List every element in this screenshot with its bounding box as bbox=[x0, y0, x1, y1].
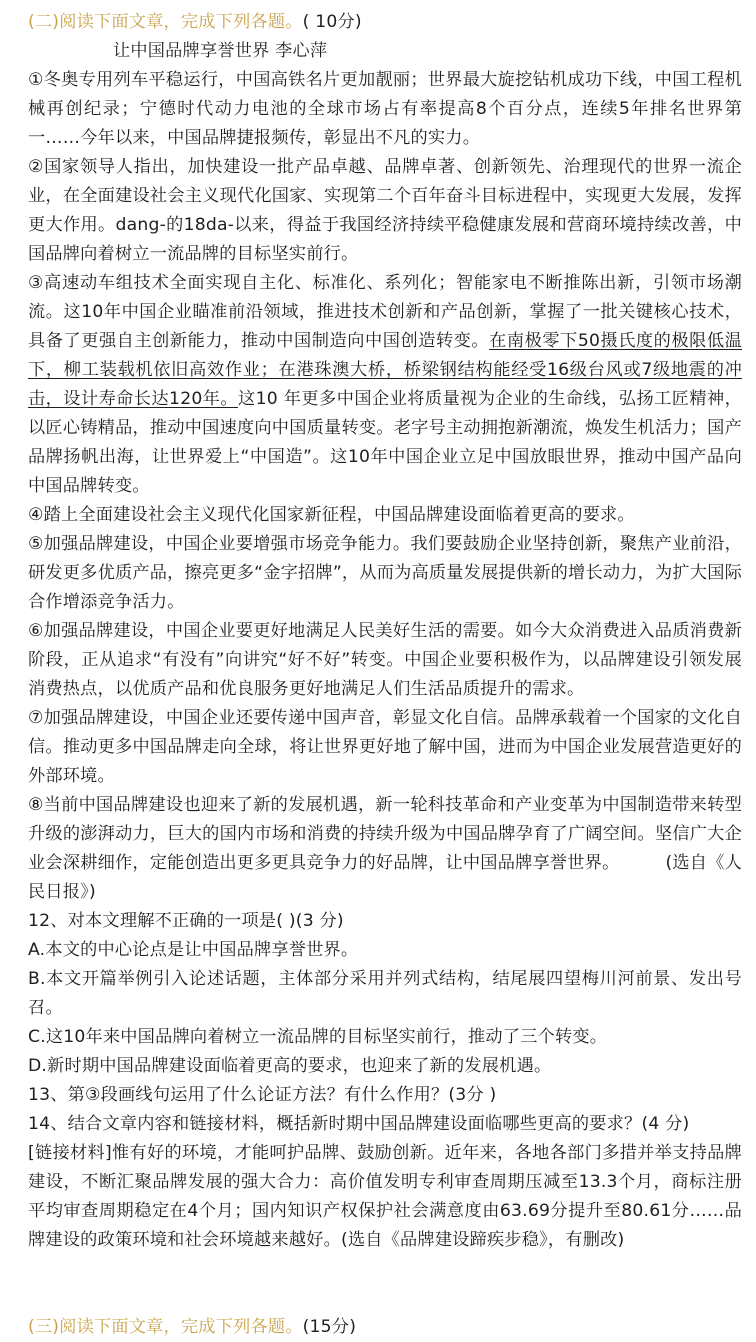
question-12-option-d: D.新时期中国品牌建设面临着更高的要求，也迎来了新的发展机遇。 bbox=[28, 1056, 552, 1076]
paragraph-3 bbox=[28, 269, 742, 501]
paragraph-1: ①冬奥专用列车平稳运行，中国高铁名片更加靓丽；世界最大旋挖钻机成功下线，中国工程机械再创纪录；宁德时代动力电池的全球市场占有率提高8个百分点，连续5年排名世界第一……今年以来，中国品牌捷报频传，彰显出不凡的实力。 bbox=[28, 70, 742, 148]
section-3-heading bbox=[28, 1313, 742, 1342]
paragraph-8-text: ⑧当前中国品牌建设也迎来了新的发展机遇，新一轮科技革命和产业变革为中国制造带来转型升级的澎湃动力，巨大的国内市场和消费的持续升级为中国品牌孕育了广阔空间。坚信广大企业会深耕细作，定能创造出更多更具竞争力的好品牌，让中国品牌享誉世界。 bbox=[28, 795, 742, 873]
link-material: [链接材料]惟有好的环境，才能呵护品牌、鼓励创新。近年来，各地各部门多措并举支持品牌建设，不断汇聚品牌发展的强大合力：高价值发明专利审查周期压减至13.3个月，商标注册平均审查周期稳定在4个月；国内知识产权保护社会满意度由63.69分提升至80.61分……品牌建设的政策环境和社会环境越来越好。(选自《品牌建设蹄疾步稳》，有删改) bbox=[28, 1143, 742, 1250]
article-source: (选自《人民日报》) bbox=[28, 853, 742, 902]
paragraph-2: ②国家领导人指出，加快建设一批产品卓越、品牌卓著、创新领先、治理现代的世界一流企业，在全面建设社会主义现代化国家、实现第二个百年奋斗目标进程中，实现更大发展，发挥更大作用。dang-的18da-以来，得益于我国经济持续平稳健康发展和营商环境持续改善，中国品牌向着树立一流品牌的目标坚实前行。 bbox=[28, 157, 742, 264]
section-2-heading-text: (二)阅读下面文章，完成下列各题。 bbox=[28, 12, 303, 32]
paragraph-6: ⑥加强品牌建设，中国企业要更好地满足人民美好生活的需要。如今大众消费进入品质消费新阶段，正从追求“有没有”向讲究“好不好”转变。中国企业要积极作为，以品牌建设引领发展消费热点，以优质产品和优良服务更好地满足人们生活品质提升的需求。 bbox=[28, 621, 742, 699]
paragraph-3-part-b: 这10 年更多中国企业将质量视为企业的生命线，弘扬工匠精神，以匠心铸精品，推动中国速度向中国质量转变。老字号主动拥抱新潮流，焕发生机活力；国产品牌扬帆出海，让世界爱上“中国造”。这10年中国企业立足中国放眼世界，推动中国产品向中国品牌转变。 bbox=[28, 389, 742, 496]
question-14: 14、结合文章内容和链接材料，概括新时期中国品牌建设面临哪些更高的要求？(4 分) bbox=[28, 1114, 690, 1134]
section-gap bbox=[28, 1255, 742, 1313]
section-3-score: (15分) bbox=[302, 1317, 357, 1337]
paragraph-8 bbox=[28, 791, 742, 907]
question-12-option-a: A.本文的中心论点是让中国品牌享誉世界。 bbox=[28, 940, 359, 960]
article-title: 让中国品牌享誉世界 李心萍 bbox=[113, 41, 328, 61]
section-2-score: ( 10分) bbox=[302, 12, 362, 32]
question-13: 13、第③段画线句运用了什么论证方法？有什么作用？(3分 ) bbox=[28, 1085, 497, 1105]
paragraph-7: ⑦加强品牌建设，中国企业还要传递中国声音，彰显文化自信。品牌承载着一个国家的文化自信。推动更多中国品牌走向全球，将让世界更好地了解中国，进而为中国企业发展营造更好的外部环境。 bbox=[28, 708, 742, 786]
question-12-option-b: B.本文开篇举例引入论述话题，主体部分采用并列式结构，结尾展四望梅川河前景、发出号召。 bbox=[28, 969, 742, 1018]
paragraph-3-underlined-sentence: 在南极零下50摄氏度的极限低温下，柳工装载机依旧高效作业；在港珠澳大桥，桥梁钢结构能经受16级台风或7级地震的冲击，设计寿命长达120年。 bbox=[28, 331, 743, 409]
question-12-option-c: C.这10年来中国品牌向着树立一流品牌的目标坚实前行，推动了三个转变。 bbox=[28, 1027, 608, 1047]
paragraph-3-part-a: ③高速动车组技术全面实现自主化、标准化、系列化；智能家电不断推陈出新，引领市场潮流。这10年中国企业瞄准前沿领域，推进技术创新和产品创新，掌握了一批关键核心技术，具备了更强自主创新能力，推动中国制造向中国创造转变。 bbox=[28, 273, 742, 351]
section-3-heading-text: (三)阅读下面文章，完成下列各题。 bbox=[28, 1317, 303, 1337]
paragraph-5: ⑤加强品牌建设，中国企业要增强市场竞争能力。我们要鼓励企业坚持创新，聚焦产业前沿，研发更多优质产品，擦亮更多“金字招牌”，从而为高质量发展提供新的增长动力，为扩大国际合作增添竞争活力。 bbox=[28, 534, 742, 612]
paragraph-4: ④踏上全面建设社会主义现代化国家新征程，中国品牌建设面临着更高的要求。 bbox=[28, 505, 635, 525]
section-2-heading bbox=[28, 8, 742, 37]
question-12: 12、对本文理解不正确的一项是( )(3 分) bbox=[28, 911, 344, 931]
